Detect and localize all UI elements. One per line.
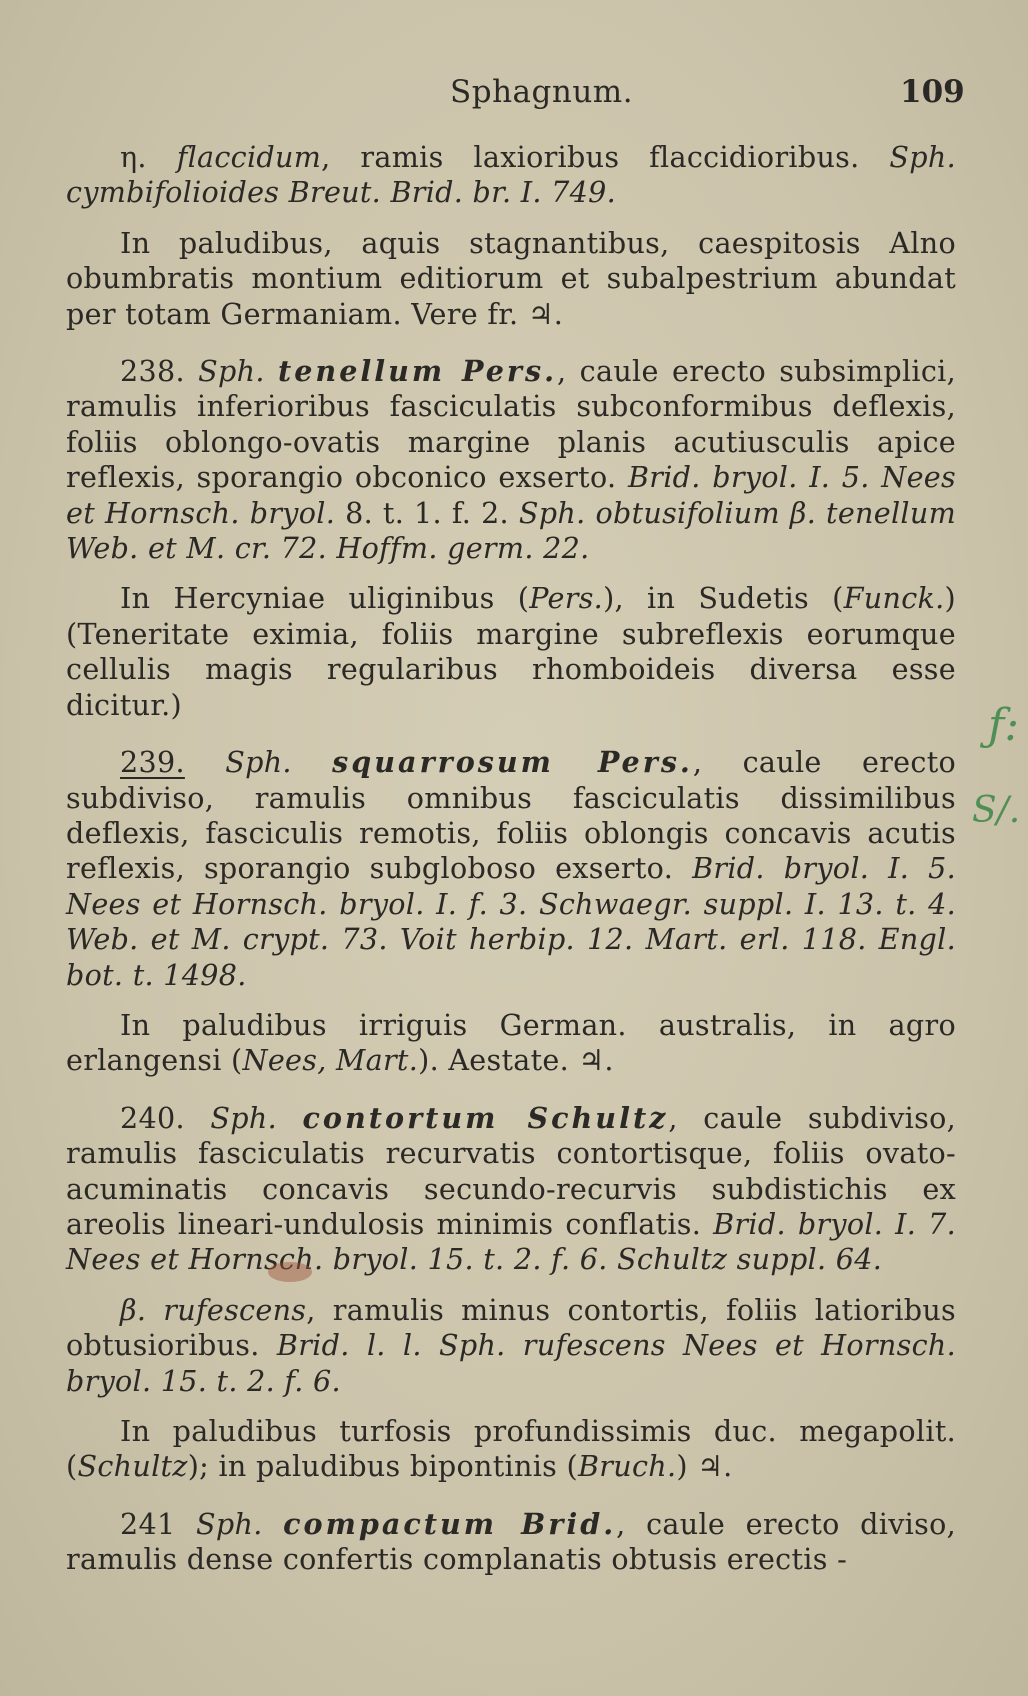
entry-eta-flaccidum: η. flaccidum, ramis laxioribus flaccidioribus. Sph. cymbifolioides Breut. Brid. br. I. 749.: [66, 140, 957, 210]
margin-annotation: ƒ:: [988, 700, 1020, 751]
body-text: [66, 140, 956, 1578]
entry-241-compactum: 241 Sph. compactum Brid., caule erecto diviso, ramulis dense confertis complanatis obtusis erectis -: [66, 1506, 956, 1577]
running-title: Sphagnum.: [450, 74, 634, 110]
paragraph-habitat-flaccidum: In paludibus, aquis stagnantibus, caespitosis Alno obumbratis montium editiorum et subalpestrium abundat per totam Germaniam. Vere fr. ♃.: [66, 225, 956, 331]
entry-240-contortum: 240. Sph. contortum Schultz, caule subdiviso, ramulis fasciculatis recurvatis contortisque, foliis ovato-acuminatis concavis secundo-recurvis subdistichis ex areolis lineari-undulosis minimis conflatis. Brid. bryol. I. 7. Nees et Hornsch. bryol. 15. t. 2. f. 6. Schultz suppl. 64.: [66, 1100, 956, 1277]
margin-annotation: S/.: [972, 790, 1021, 831]
paragraph-habitat-squarrosum: In paludibus irriguis German. australis, in agro erlangensi (Nees, Mart.). Aestate. ♃.: [66, 1007, 956, 1078]
paragraph-habitat-tenellum: In Hercyniae uliginibus (Pers.), in Sudetis (Funck.) (Teneritate eximia, foliis margine subreflexis eorumque cellulis magis regularibus rhomboideis diversa esse dicitur.): [66, 581, 956, 722]
entry-beta-rufescens: β. rufescens, ramulis minus contortis, foliis latioribus obtusioribus. Brid. l. l. Sph. rufescens Nees et Hornsch. bryol. 15. t. 2. f. 6.: [66, 1292, 957, 1398]
page-number: 109: [900, 74, 965, 110]
entry-238-tenellum: 238. Sph. tenellum Pers., caule erecto subsimplici, ramulis inferioribus fasciculatis subconformibus deflexis, foliis oblongo-ovatis margine planis acutiusculis apice reflexis, sporangio obconico exserto. Brid. bryol. I. 5. Nees et Hornsch. bryol. 8. t. 1. f. 2. Sph. obtusifolium β. tenellum Web. et M. cr. 72. Hoffm. germ. 22.: [66, 354, 957, 566]
stain-mark: [268, 1262, 312, 1282]
page-header: [0, 74, 1028, 114]
entry-239-squarrosum: 239. Sph. squarrosum Pers., caule erecto subdiviso, ramulis omnibus fasciculatis dissimilibus deflexis, fasciculis remotis, foliis oblongis concavis acutis reflexis, sporangio subgloboso exserto. Brid. bryol. I. 5. Nees et Hornsch. bryol. I. f. 3. Schwaegr. suppl. I. 13. t. 4. Web. et M. crypt. 73. Voit herbip. 12. Mart. erl. 118. Engl. bot. t. 1498.: [66, 745, 957, 992]
paragraph-habitat-contortum: In paludibus turfosis profundissimis duc. megapolit. (Schultz); in paludibus bipontinis (Bruch.) ♃.: [66, 1414, 956, 1484]
